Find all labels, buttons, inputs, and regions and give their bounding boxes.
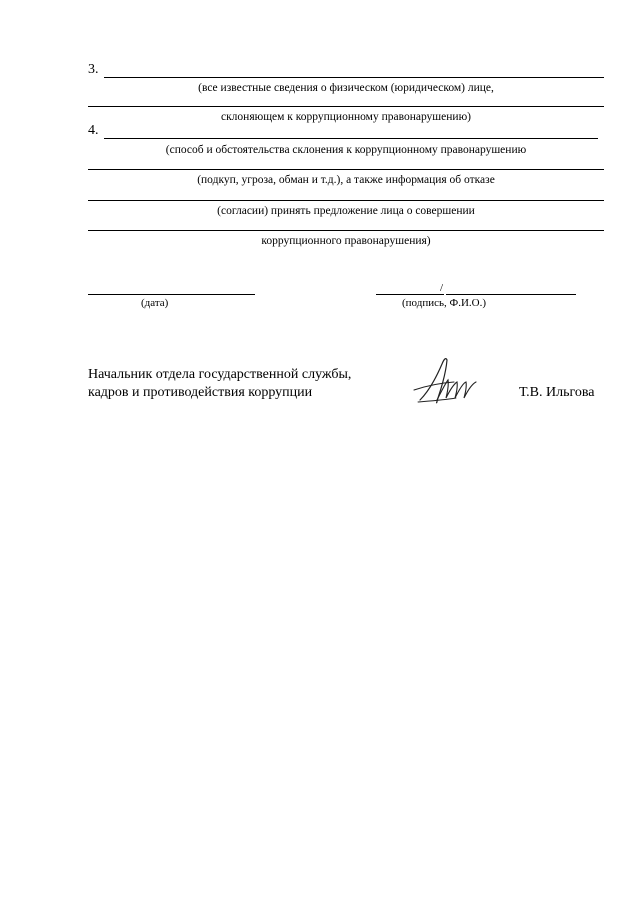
item-3-number: 3.	[88, 62, 99, 77]
item-3-answer-line-2[interactable]	[88, 106, 604, 107]
date-label: (дата)	[141, 297, 169, 309]
item-4-answer-line-1[interactable]	[104, 138, 598, 139]
item-4-number: 4.	[88, 123, 99, 138]
item-4-hint-3: (согласии) принять предложение лица о совершении	[217, 205, 475, 217]
signature-line[interactable]	[376, 294, 444, 295]
item-4-hint-4: коррупционного правонарушения)	[261, 235, 431, 247]
full-name-line[interactable]	[446, 294, 576, 295]
handwritten-signature-icon	[410, 352, 490, 410]
signature-slash: /	[440, 282, 444, 294]
item-4-answer-line-2[interactable]	[88, 169, 604, 170]
item-3-answer-line-1[interactable]	[104, 77, 604, 78]
item-4-answer-line-3[interactable]	[88, 200, 604, 201]
official-name: Т.В. Ильгова	[519, 385, 595, 400]
item-3-hint-2: склоняющем к коррупционному правонарушению)	[220, 111, 471, 123]
item-4-answer-line-4[interactable]	[88, 230, 604, 231]
item-3-hint-1: (все известные сведения о физическом (юридическом) лице,	[198, 82, 494, 94]
signature-label: (подпись, Ф.И.О.)	[402, 297, 486, 309]
item-4-hint-1: (способ и обстоятельства склонения к коррупционному правонарушению	[165, 144, 527, 156]
official-position-line-2: кадров и противодействия коррупции	[88, 385, 313, 400]
item-4-hint-2: (подкуп, угроза, обман и т.д.), а также информация об отказе	[197, 174, 495, 186]
official-position-line-1: Начальник отдела государственной службы,	[88, 367, 352, 382]
date-line[interactable]	[88, 294, 255, 295]
